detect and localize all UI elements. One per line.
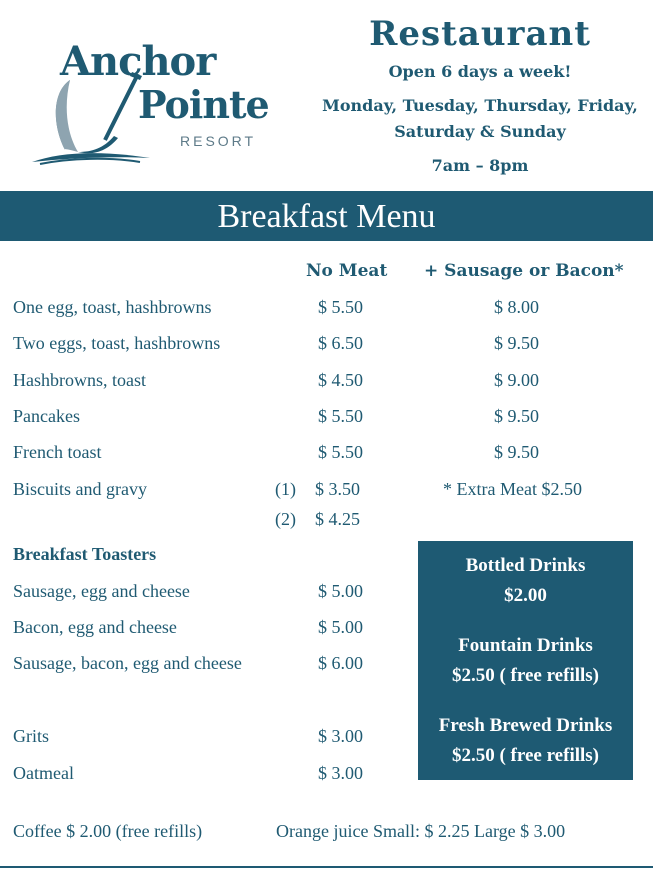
menu-item-price-no-meat: $ 5.50 bbox=[318, 297, 363, 317]
opening-hours: 7am – 8pm bbox=[431, 156, 529, 175]
menu-item-price-no-meat: $ 6.50 bbox=[318, 333, 363, 353]
brewed-drinks-label: Fresh Brewed Drinks bbox=[438, 715, 613, 736]
menu-title: Breakfast Menu bbox=[217, 198, 436, 235]
extra-meat-note: * Extra Meat $2.50 bbox=[443, 479, 582, 499]
side-item-price: $ 3.00 bbox=[318, 763, 363, 783]
coffee-price: Coffee $ 2.00 (free refills) bbox=[13, 821, 203, 841]
menu-item-name: French toast bbox=[13, 442, 102, 462]
menu-item-name: Pancakes bbox=[13, 406, 80, 426]
toaster-item-name: Bacon, egg and cheese bbox=[13, 617, 177, 637]
biscuits-price-2: $ 4.25 bbox=[315, 509, 360, 529]
menu-item-price-no-meat: $ 5.50 bbox=[318, 406, 363, 426]
menu-item-price-with-meat: $ 9.50 bbox=[494, 406, 539, 426]
toaster-item-name: Sausage, egg and cheese bbox=[13, 581, 190, 601]
side-item-name: Grits bbox=[13, 726, 49, 746]
side-item-name: Oatmeal bbox=[13, 763, 74, 783]
biscuits-item-name: Biscuits and gravy bbox=[13, 479, 147, 499]
logo-resort-text: RESORT bbox=[180, 133, 257, 149]
toaster-item-price: $ 5.00 bbox=[318, 617, 363, 637]
open-days-line1: Monday, Tuesday, Thursday, Friday, bbox=[322, 96, 638, 115]
logo-anchor-text: Anchor bbox=[60, 38, 216, 85]
column-with-meat: + Sausage or Bacon* bbox=[424, 261, 624, 281]
menu-item-name: Two eggs, toast, hashbrowns bbox=[13, 333, 221, 353]
biscuits-option-2: (2) bbox=[275, 509, 296, 529]
drinks-box bbox=[418, 541, 633, 780]
menu-item-price-no-meat: $ 4.50 bbox=[318, 370, 363, 390]
menu-item-price-no-meat: $ 5.50 bbox=[318, 442, 363, 462]
toaster-item-price: $ 5.00 bbox=[318, 581, 363, 601]
menu-item-price-with-meat: $ 8.00 bbox=[494, 297, 539, 317]
open-days-line2: Saturday & Sunday bbox=[394, 122, 566, 141]
bottled-drinks-label: Bottled Drinks bbox=[465, 555, 586, 576]
bottom-divider bbox=[0, 866, 653, 868]
menu-item-name: One egg, toast, hashbrowns bbox=[13, 297, 212, 317]
biscuits-option-1: (1) bbox=[275, 479, 296, 499]
fountain-drinks-label: Fountain Drinks bbox=[458, 635, 593, 656]
toasters-heading: Breakfast Toasters bbox=[13, 544, 157, 564]
menu-item-price-with-meat: $ 9.50 bbox=[494, 442, 539, 462]
menu-item-price-with-meat: $ 9.00 bbox=[494, 370, 539, 390]
brewed-drinks-price: $2.50 ( free refills) bbox=[451, 745, 600, 766]
restaurant-title: Restaurant bbox=[369, 14, 591, 54]
biscuits-price-1: $ 3.50 bbox=[315, 479, 360, 499]
menu-item-price-with-meat: $ 9.50 bbox=[494, 333, 539, 353]
logo-pointe-text: Pointe bbox=[138, 82, 269, 127]
toaster-item-price: $ 6.00 bbox=[318, 653, 363, 673]
resort-logo bbox=[30, 30, 280, 170]
menu-banner bbox=[0, 191, 653, 241]
fountain-drinks-price: $2.50 ( free refills) bbox=[451, 665, 600, 686]
toaster-item-name: Sausage, bacon, egg and cheese bbox=[13, 653, 242, 673]
side-item-price: $ 3.00 bbox=[318, 726, 363, 746]
open-days-note: Open 6 days a week! bbox=[388, 62, 572, 81]
column-no-meat: No Meat bbox=[306, 261, 388, 281]
bottled-drinks-price: $2.00 bbox=[504, 585, 547, 606]
menu-item-name: Hashbrowns, toast bbox=[13, 370, 146, 390]
orange-juice-price: Orange juice Small: $ 2.25 Large $ 3.00 bbox=[276, 821, 566, 841]
